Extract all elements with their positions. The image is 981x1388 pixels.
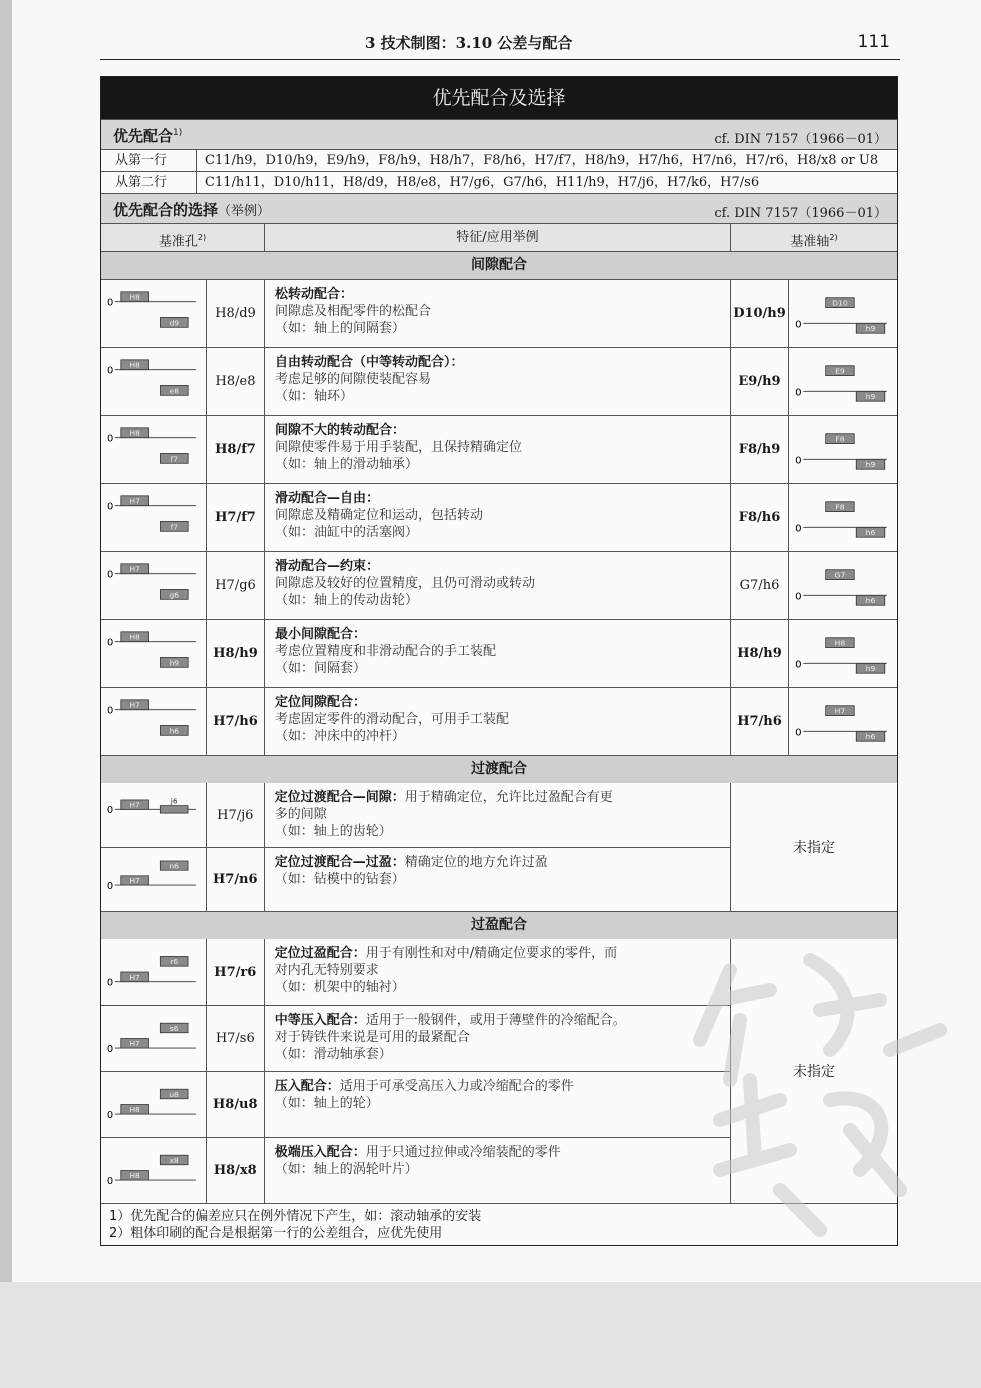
zero-line-label: 0 <box>106 1044 114 1055</box>
hole-basis-fit: H8/h9 <box>207 620 265 687</box>
zero-line-label: 0 <box>795 659 802 671</box>
tolerance-diagram <box>789 416 897 483</box>
fit-description <box>265 552 731 619</box>
clearance-fit-row <box>101 619 897 687</box>
fit-detail-1: 多的间隙 <box>274 807 327 822</box>
shaft-zone-label: h9 <box>865 392 876 402</box>
shaft-zone-label: h9 <box>865 460 876 470</box>
tolerance-diagram <box>789 552 897 619</box>
shaft-zone-label: u8 <box>169 1089 179 1099</box>
clearance-fit-row <box>101 415 897 483</box>
shaft-basis-fit: D10/h9 <box>731 280 789 347</box>
fit-title-bold: 定位过渡配合—过盈： <box>274 855 405 870</box>
fit-title-bold: 滑动配合—自由： <box>275 491 380 506</box>
fit-title-bold: 定位过渡配合—间隙： <box>274 790 405 805</box>
fit-title-rest: 用于只通过拉伸或冷缩装配的零件 <box>365 1145 561 1160</box>
hole-zone-label: D10 <box>832 298 848 308</box>
din-reference-2: cf. DIN 7157（1966－01） <box>714 206 887 221</box>
fit-title-rest: 用于精确定位，允许比过盈配合有更 <box>404 790 613 805</box>
fit-description <box>265 783 730 847</box>
zero-line-label: 0 <box>106 637 114 649</box>
shaft-zone-label: h6 <box>865 732 876 742</box>
selection-sub: （举例） <box>218 204 271 219</box>
fit-example: （如：轴上的传动齿轮） <box>275 593 419 608</box>
chapter-heading: 3 技术制图：3.10 公差与配合 <box>365 34 573 52</box>
hole-zone-label: H7 <box>129 972 140 982</box>
row-2-values: C11/h11，D10/h11，H8/d9，H8/e8，H7/g6，G7/h6，H11/h9，H7/j6，H7/k6，H7/s6 <box>205 175 760 190</box>
hole-basis-diagram <box>101 1072 207 1137</box>
fit-title-bold: 定位过盈配合： <box>274 946 366 961</box>
col-shaft-note: 2) <box>829 233 838 242</box>
row-2-label: 从第二行 <box>101 172 197 193</box>
fit-title-bold: 定位间隙配合： <box>275 695 367 710</box>
clearance-fit-row <box>101 551 897 619</box>
hole-basis-fit: H8/f7 <box>207 416 265 483</box>
hole-basis-fit: H8/d9 <box>207 280 265 347</box>
zero-line-label: 0 <box>795 455 802 467</box>
fit-title-bold: 滑动配合—约束： <box>275 559 380 574</box>
zero-line-label: 0 <box>795 523 802 535</box>
tolerance-diagram <box>101 552 206 619</box>
interference-fit-row <box>101 1005 730 1071</box>
fit-description <box>265 348 731 415</box>
hole-basis-diagram <box>101 1138 207 1203</box>
interference-fit-row <box>101 939 730 1005</box>
preferred-fits-label: 优先配合 <box>113 127 174 145</box>
clearance-fit-row <box>101 483 897 551</box>
fit-title <box>275 626 722 643</box>
shaft-zone-label: x8 <box>169 1155 179 1165</box>
hole-basis-fit: H7/f7 <box>207 484 265 551</box>
fit-example: （如：轴环） <box>275 389 354 404</box>
hole-zone-label: E9 <box>835 366 845 376</box>
zero-line-label: 0 <box>106 297 114 309</box>
clearance-fit-row <box>101 687 897 755</box>
hole-zone-label: H7 <box>129 876 140 886</box>
fit-title <box>275 1144 722 1161</box>
transition-unspecified: 未指定 <box>793 840 835 856</box>
page-header <box>100 30 900 60</box>
zero-line-label: 0 <box>106 1176 114 1187</box>
fit-title <box>275 945 722 962</box>
shaft-zone-label: e8 <box>169 386 179 396</box>
zero-line-label: 0 <box>106 569 114 581</box>
shaft-zone-label: f7 <box>170 522 178 532</box>
tolerance-diagram <box>101 783 206 847</box>
hole-zone-label: H8 <box>129 428 140 438</box>
hole-zone-label: H7 <box>129 496 140 506</box>
tolerance-diagram <box>101 1006 206 1071</box>
section-clearance: 间隙配合 <box>101 251 897 279</box>
hole-zone-label: H8 <box>129 1171 140 1181</box>
col-feature: 特征/应用举例 <box>265 224 731 251</box>
hole-basis-fit: H8/u8 <box>207 1072 265 1137</box>
zero-line-label: 0 <box>795 387 802 399</box>
hole-basis-diagram <box>101 416 207 483</box>
fit-description <box>265 620 731 687</box>
row-1-label: 从第一行 <box>101 150 197 171</box>
tolerance-diagram <box>101 1138 206 1203</box>
shaft-basis-fit: E9/h9 <box>731 348 789 415</box>
section-interference: 过盈配合 <box>101 911 897 939</box>
fit-example: （如：轴上的滑动轴承） <box>275 457 419 472</box>
footnote-2: 2）粗体印刷的配合是根据第一行的公差组合，应优先使用 <box>109 1226 443 1241</box>
hole-zone-label: H8 <box>834 638 846 648</box>
fit-title <box>275 286 722 303</box>
zero-line-label: 0 <box>106 805 114 817</box>
hole-basis-diagram <box>101 280 207 347</box>
transition-fit-row <box>101 783 730 847</box>
fit-title <box>275 422 722 439</box>
fit-title-rest: 适用于一般钢件，或用于薄壁件的冷缩配合。 <box>365 1013 626 1028</box>
zero-line-label: 0 <box>106 705 114 717</box>
interference-unspecified: 未指定 <box>793 1064 835 1080</box>
zero-line-label: 0 <box>106 1110 114 1121</box>
hole-zone-label: H8 <box>129 1105 140 1115</box>
footnote-ref: 1) <box>173 128 183 138</box>
hole-basis-diagram <box>101 783 207 847</box>
section-transition: 过渡配合 <box>101 755 897 783</box>
tolerance-diagram <box>101 484 206 551</box>
fit-detail-1: 对内孔无特别要求 <box>274 963 379 978</box>
row-1-values: C11/h9，D10/h9，E9/h9，F8/h9，H8/h7，F8/h6，H7/f7，H8/h9，H7/h6，H7/n6，H7/r6，H8/x8 or U8 <box>205 153 879 168</box>
interference-rows <box>101 939 731 1203</box>
tolerance-diagram <box>101 620 206 687</box>
fit-example: （如：间隔套） <box>275 661 367 676</box>
fit-example: （如：油缸中的活塞阀） <box>275 525 419 540</box>
hole-basis-fit: H7/h6 <box>207 688 265 755</box>
shaft-basis-fit: G7/h6 <box>731 552 789 619</box>
scan-left-edge <box>0 0 12 1282</box>
fit-detail-1: 对于铸铁件来说是可用的最紧配合 <box>274 1030 470 1045</box>
fit-example: （如：轴上的间隔套） <box>275 321 406 336</box>
shaft-zone-label: h6 <box>865 596 876 606</box>
selection-header <box>101 193 897 223</box>
din-reference: cf. DIN 7157（1966－01） <box>714 132 887 147</box>
tolerance-diagram <box>101 939 206 1005</box>
shaft-zone-label: h9 <box>865 324 876 334</box>
fit-detail-1: 间隙虑及精确定位和运动，包括转动 <box>275 508 484 523</box>
shaft-zone-label: h9 <box>865 664 876 674</box>
clearance-rows <box>101 279 897 755</box>
tolerance-diagram <box>789 280 897 347</box>
hole-zone-label: H8 <box>129 360 140 370</box>
tolerance-diagram <box>101 280 206 347</box>
zero-line-label: 0 <box>106 881 114 892</box>
fit-title-bold: 中等压入配合： <box>274 1013 366 1028</box>
shaft-basis-diagram <box>789 620 897 687</box>
interference-fit-row <box>101 1137 730 1203</box>
fit-title-bold: 松转动配合： <box>275 287 354 302</box>
transition-fit-row <box>101 847 730 911</box>
fit-detail-1: （如：钻模中的钻套） <box>274 872 405 887</box>
fit-description <box>265 688 731 755</box>
table-title: 优先配合及选择 <box>101 77 897 119</box>
shaft-zone-label: h9 <box>169 658 180 668</box>
shaft-basis-diagram <box>789 688 897 755</box>
fit-title-bold: 极端压入配合： <box>274 1145 366 1160</box>
zero-line-label: 0 <box>106 501 114 513</box>
hole-basis-diagram <box>101 848 207 911</box>
shaft-zone-label: d9 <box>169 318 180 328</box>
fit-title <box>275 1012 722 1029</box>
shaft-zone-box <box>160 806 188 814</box>
hole-basis-diagram <box>101 348 207 415</box>
hole-zone-label: H8 <box>129 292 140 302</box>
page-number: 111 <box>857 32 890 52</box>
fit-title <box>275 789 722 806</box>
tolerance-diagram <box>101 1072 206 1137</box>
zero-line-label: 0 <box>106 433 114 445</box>
clearance-fit-row <box>101 347 897 415</box>
column-header <box>101 223 897 251</box>
fit-title <box>275 694 722 711</box>
library-seal-stamp <box>660 930 980 1250</box>
fit-description <box>265 280 731 347</box>
zero-line-label: 0 <box>106 365 114 377</box>
shaft-basis-diagram <box>789 416 897 483</box>
shaft-zone-label: f7 <box>170 454 178 464</box>
fit-detail-1: （如：轴上的涡轮叶片） <box>274 1162 418 1177</box>
interference-fit-row <box>101 1071 730 1137</box>
fit-title <box>275 1078 722 1095</box>
shaft-basis-diagram <box>789 280 897 347</box>
hole-zone-label: F8 <box>835 502 845 512</box>
shaft-basis-fit: H8/h9 <box>731 620 789 687</box>
fit-title-bold: 间隙不大的转动配合： <box>275 423 406 438</box>
fit-title-bold: 压入配合： <box>274 1079 340 1094</box>
fit-detail-1: 考虑位置精度和非滑动配合的手工装配 <box>275 644 497 659</box>
shaft-basis-diagram <box>789 348 897 415</box>
fit-description <box>265 484 731 551</box>
fit-title-bold: 最小间隙配合： <box>275 627 367 642</box>
col-hole-note: 2) <box>197 233 207 242</box>
fit-title-bold: 自由转动配合（中等转动配合）： <box>275 355 464 370</box>
scan-bottom-shade <box>0 1282 981 1388</box>
preferred-fits-header <box>101 119 897 149</box>
shaft-basis-fit: H7/h6 <box>731 688 789 755</box>
hole-basis-fit: H8/e8 <box>207 348 265 415</box>
transition-rows <box>101 783 731 911</box>
zero-line-label: 0 <box>795 591 802 603</box>
hole-zone-label: G7 <box>834 570 846 580</box>
fit-detail-1: （如：轴上的轮） <box>274 1096 379 1111</box>
shaft-zone-label: h6 <box>169 726 180 736</box>
hole-zone-label: F8 <box>835 434 845 444</box>
hole-basis-diagram <box>101 939 207 1005</box>
fit-title <box>275 854 722 871</box>
hole-basis-diagram <box>101 620 207 687</box>
zero-line-label: 0 <box>106 977 114 989</box>
hole-basis-fit: H7/g6 <box>207 552 265 619</box>
fit-detail-1: 间隙虑及较好的位置精度，且仍可滑动或转动 <box>275 576 536 591</box>
tolerance-diagram <box>101 416 206 483</box>
fit-detail-1: 考虑足够的间隙使装配容易 <box>275 372 432 387</box>
hole-zone-label: H7 <box>129 800 140 810</box>
zero-line-label: 0 <box>795 727 802 739</box>
hole-basis-fit: H7/n6 <box>207 848 265 911</box>
fit-description <box>265 416 731 483</box>
shaft-basis-diagram <box>789 552 897 619</box>
shaft-basis-diagram <box>789 484 897 551</box>
tolerance-diagram <box>789 348 897 415</box>
zero-line-label: 0 <box>795 319 802 331</box>
preferred-row-1 <box>101 149 897 171</box>
fit-title-rest: 用于有刚性和对中/精确定位要求的零件，而 <box>365 946 618 961</box>
tolerance-diagram <box>789 484 897 551</box>
tolerance-diagram <box>101 348 206 415</box>
shaft-zone-label: j6 <box>170 796 178 806</box>
shaft-zone-label: n6 <box>169 861 179 871</box>
col-hole-basis: 基准孔 <box>158 234 198 250</box>
fit-description <box>265 848 730 911</box>
footnote-1: 1）优先配合的偏差应只在例外情况下产生，如：滚动轴承的安装 <box>109 1209 482 1224</box>
fit-detail-1: 间隙使零件易于用手装配，且保持精确定位 <box>275 440 523 455</box>
fit-title-rest: 适用于可承受高压入力或冷缩配合的零件 <box>339 1079 574 1094</box>
col-shaft-basis: 基准轴 <box>790 234 830 250</box>
clearance-fit-row <box>101 279 897 347</box>
shaft-zone-label: s6 <box>169 1023 179 1033</box>
hole-basis-fit: H7/s6 <box>207 1006 265 1071</box>
hole-zone-label: H7 <box>129 1039 140 1049</box>
hole-basis-diagram <box>101 552 207 619</box>
tolerance-diagram <box>789 620 897 687</box>
fit-title <box>275 558 722 575</box>
shaft-basis-fit: F8/h6 <box>731 484 789 551</box>
transition-block <box>101 783 897 911</box>
fit-example: （如：机架中的轴衬） <box>274 980 405 995</box>
fit-title <box>275 490 722 507</box>
fit-example: （如：冲床中的冲杆） <box>275 729 406 744</box>
tolerance-diagram <box>101 848 206 911</box>
shaft-zone-label: r6 <box>170 957 179 967</box>
fit-title <box>275 354 722 371</box>
hole-basis-fit: H7/r6 <box>207 939 265 1005</box>
tolerance-diagram <box>101 688 206 755</box>
shaft-zone-label: g6 <box>169 590 180 600</box>
hole-basis-fit: H7/j6 <box>207 783 265 847</box>
hole-basis-diagram <box>101 484 207 551</box>
tolerance-diagram <box>789 688 897 755</box>
shaft-zone-label: h6 <box>865 528 876 538</box>
fit-detail-1: 考虑固定零件的滑动配合，可用手工装配 <box>275 712 510 727</box>
hole-zone-label: H7 <box>129 564 140 574</box>
selection-label: 优先配合的选择 <box>113 201 219 219</box>
hole-zone-label: H7 <box>129 700 140 710</box>
preferred-row-2 <box>101 171 897 193</box>
fit-title-rest: 精确定位的地方允许过盈 <box>404 855 548 870</box>
fit-example: （如：滑动轴承套） <box>274 1047 392 1062</box>
fit-detail-1: 间隙虑及相配零件的松配合 <box>275 304 432 319</box>
hole-zone-label: H8 <box>129 632 140 642</box>
hole-basis-diagram <box>101 1006 207 1071</box>
hole-basis-fit: H8/x8 <box>207 1138 265 1203</box>
shaft-basis-fit: F8/h9 <box>731 416 789 483</box>
hole-basis-diagram <box>101 688 207 755</box>
hole-zone-label: H7 <box>834 706 846 716</box>
fit-example: （如：轴上的齿轮） <box>274 824 392 839</box>
